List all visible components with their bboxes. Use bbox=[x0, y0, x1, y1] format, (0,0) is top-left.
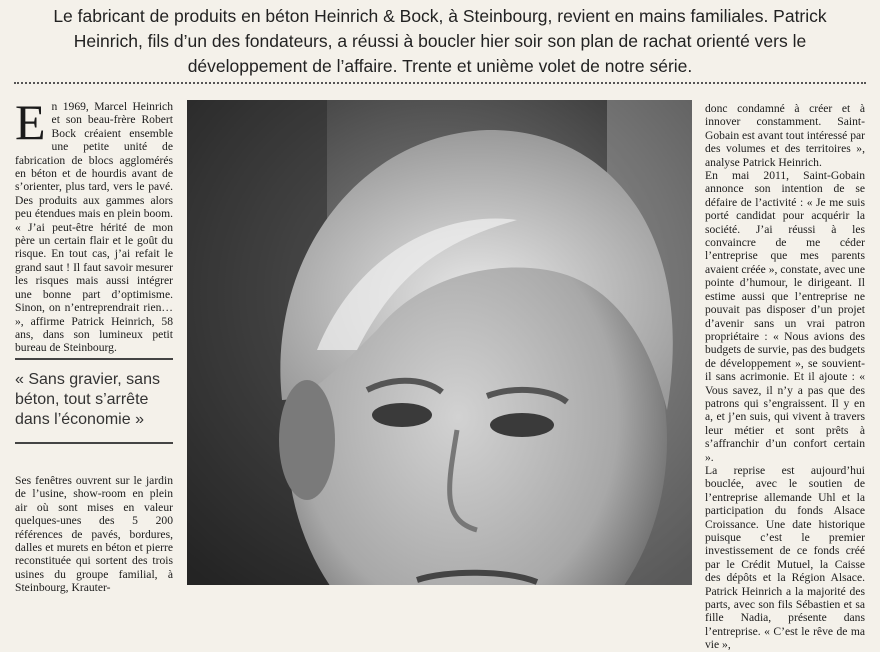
article-column-1 bbox=[15, 94, 173, 355]
column-3-paragraph-2: En mai 2011, Saint-Gobain annonce son intention de se défaire de l’activité : « Je me suis porté candidat pour acquérir la société. J’ai réussi à les convaincre de me céder l’entreprise que mes parents avaient créée », constate, avec une pointe d’humour, le dirigeant. Il estime aussi que l’entreprise ne pouvait pas disposer d’un projet d’avenir sans un vrai patron propriétaire : « Nous avions des budgets de survie, pas des budgets de développement », se souvient-il sans acrimonie. Et il ajoute : « Vous savez, il n’y a pas que des patrons qui s’engraissent. Il y en a, et j’en suis, qui vivent à travers leur métier et sont prêts à s’affranchir d’un confort certain ». bbox=[705, 169, 865, 464]
portrait-photo bbox=[187, 100, 692, 585]
article-column-3 bbox=[705, 102, 865, 652]
portrait-image bbox=[187, 100, 692, 585]
dotted-divider bbox=[14, 82, 866, 84]
article-standfirst: Le fabricant de produits en béton Heinrich & Bock, à Steinbourg, revient en mains familiales. Patrick Heinrich, fils d’un des fondateurs, a réussi à boucler hier soir son plan de rachat orienté vers le développement de l’affaire. Trente et unième volet de notre série. bbox=[53, 6, 827, 76]
column-1b-text: Ses fenêtres ouvrent sur le jardin de l’usine, show-room en plein air où sont mises en valeur quelques-unes des 5 200 références de pavés, bordures, dalles et murets en béton et pierre reconstituée qui sortent des trois usines du groupe familial, à Steinbourg, Krauter- bbox=[15, 474, 173, 595]
pull-quote: « Sans gravier, sans béton, tout s’arrête dans l’économie » bbox=[15, 358, 173, 444]
column-1-text: n 1969, Marcel Heinrich et son beau-frère Robert Bock créaient ensemble une petite unité de fabrication de blocs agglomérés en béton et de hourdis avant de s’orienter, plus tard, vers le pavé. Des produits aux gammes alors peu étendues mais en plein boom. « J’ai peut-être hérité de mon père un certain flair et le goût du risque. En tout cas, j’ai refait le grand saut ! Il faut savoir mesurer les risques mais aussi intégrer une bonne part d’optimisme. Sinon, on n’entreprendrait rien… », affirme Patrick Heinrich, 58 ans, dans son lumineux petit bureau de Steinbourg. bbox=[15, 100, 173, 355]
column-3-paragraph-1: donc condamné à créer et à innover constamment. Saint-Gobain est avant tout intéressé par des volumes et des territoires », analyse Patrick Heinrich. bbox=[705, 102, 866, 169]
article-column-1-continued bbox=[15, 474, 173, 595]
column-3-paragraph-3: La reprise est aujourd’hui bouclée, avec le soutien de l’entreprise allemande Uhl et la participation du fonds Alsace Croissance. Une date historique puisque c’est le premier investissement de ce fonds créé par le Crédit Mutuel, la Caisse des dépôts et la Région Alsace. Patrick Heinrich a la majorité des parts, avec son fils Sébastien et sa fille Nadia, présente dans l’entreprise. « C’est le rêve de ma vie », bbox=[705, 463, 865, 652]
drop-cap: E bbox=[15, 94, 46, 150]
